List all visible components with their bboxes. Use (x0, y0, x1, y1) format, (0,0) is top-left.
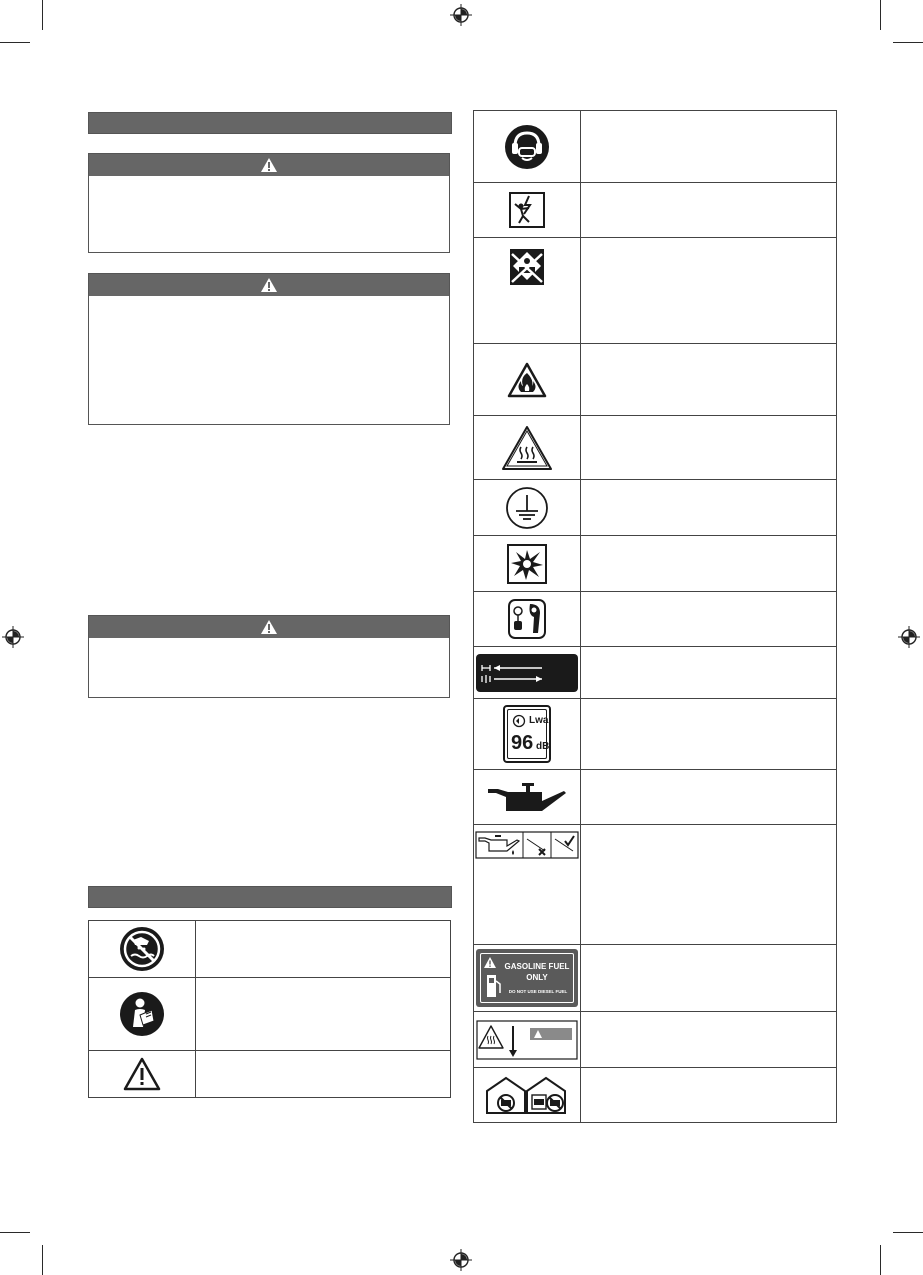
symbol-row (474, 945, 837, 1012)
symbol-row (89, 978, 451, 1051)
no-rain-exposure-icon (119, 926, 165, 972)
symbol-description (581, 183, 837, 238)
symbol-description (581, 770, 837, 825)
no-indoor-use-icon (485, 1075, 569, 1115)
symbol-description (581, 699, 837, 770)
registration-mark-icon (450, 4, 472, 26)
symbol-description (581, 111, 837, 183)
fuel-label-line1: GASOLINE FUEL (504, 962, 570, 971)
crop-mark (42, 1245, 43, 1275)
symbol-row (474, 592, 837, 647)
symbol-description (581, 945, 837, 1012)
fuel-label-line2: ONLY (526, 973, 548, 982)
symbol-row (474, 183, 837, 238)
hot-surface-warning-label-icon (476, 1020, 578, 1060)
symbol-cell (474, 825, 581, 945)
warning-header (89, 274, 449, 296)
symbol-row (474, 1068, 837, 1123)
symbol-description (196, 978, 451, 1051)
section-header-bar (88, 886, 452, 908)
sound-value: 96 (511, 732, 534, 754)
symbol-description (581, 238, 837, 344)
symbol-description (581, 1012, 837, 1068)
read-manual-icon (119, 991, 165, 1037)
eye-hearing-protection-icon (504, 124, 550, 170)
symbol-description (581, 592, 837, 647)
crop-mark (0, 1232, 30, 1233)
symbol-cell (474, 183, 581, 238)
symbol-cell (474, 770, 581, 825)
symbol-row (474, 416, 837, 480)
crop-mark (893, 42, 923, 43)
symbol-row (474, 536, 837, 592)
symbol-cell (474, 647, 581, 699)
warning-triangle-icon (260, 619, 278, 635)
symbol-description (581, 480, 837, 536)
crop-mark (42, 0, 43, 30)
symbol-description (196, 921, 451, 978)
symbol-row (474, 480, 837, 536)
symbol-description (581, 344, 837, 416)
sound-unit: dB (536, 741, 550, 752)
symbol-cell (474, 592, 581, 647)
symbol-cell (474, 416, 581, 480)
symbol-cell (474, 238, 581, 344)
registration-mark-icon (450, 1249, 472, 1271)
symbol-row (89, 1051, 451, 1098)
symbol-table-right (473, 110, 837, 1123)
warning-header (89, 616, 449, 638)
fire-hazard-icon (507, 362, 547, 398)
symbol-table-left (88, 920, 451, 1098)
warning-triangle-icon (260, 157, 278, 173)
oil-fill-instructions-icon (475, 831, 579, 859)
symbol-description (581, 416, 837, 480)
symbol-row (474, 699, 837, 770)
symbol-description (581, 647, 837, 699)
symbol-cell (474, 1068, 581, 1123)
symbol-cell (474, 111, 581, 183)
fuel-label-line3: DO NOT USE DIESEL FUEL (508, 989, 568, 994)
symbol-cell (89, 921, 196, 978)
symbol-cell (474, 699, 581, 770)
gasoline-fuel-label-icon (476, 949, 578, 1007)
registration-mark-icon (2, 626, 24, 648)
warning-box (88, 153, 450, 253)
choke-control-icon (508, 599, 546, 639)
symbol-cell (89, 978, 196, 1051)
symbol-cell (89, 1051, 196, 1098)
oil-can-icon (486, 781, 568, 813)
symbol-row (474, 111, 837, 183)
crop-mark (893, 1232, 923, 1233)
crop-mark (0, 42, 30, 43)
sound-power-level-icon (503, 705, 551, 763)
safety-alert-icon (122, 1056, 162, 1092)
symbol-cell (474, 1012, 581, 1068)
symbol-description (581, 825, 837, 945)
crop-mark (880, 1245, 881, 1275)
warning-box (88, 273, 450, 425)
symbol-row (89, 921, 451, 978)
symbol-description (196, 1051, 451, 1098)
electric-shock-icon (509, 192, 545, 228)
sound-label: Lwa (529, 715, 549, 726)
explosion-hazard-icon (507, 544, 547, 584)
warning-box (88, 615, 450, 698)
ground-terminal-icon (505, 486, 549, 530)
symbol-cell (474, 344, 581, 416)
warning-header (89, 154, 449, 176)
symbol-cell (474, 536, 581, 592)
symbol-row (474, 770, 837, 825)
symbol-row (474, 647, 837, 699)
crop-mark (880, 0, 881, 30)
symbol-description (581, 1068, 837, 1123)
symbol-row (474, 825, 837, 945)
hot-surface-icon (501, 425, 553, 471)
registration-mark-icon (898, 626, 920, 648)
symbol-row (474, 238, 837, 344)
warning-triangle-icon (260, 277, 278, 293)
choke-positions-icon (476, 654, 578, 692)
toxic-fumes-icon (509, 248, 545, 286)
symbol-cell (474, 480, 581, 536)
symbol-row (474, 344, 837, 416)
symbol-description (581, 536, 837, 592)
symbol-row (474, 1012, 837, 1068)
section-header-bar (88, 112, 452, 134)
symbol-cell (474, 945, 581, 1012)
